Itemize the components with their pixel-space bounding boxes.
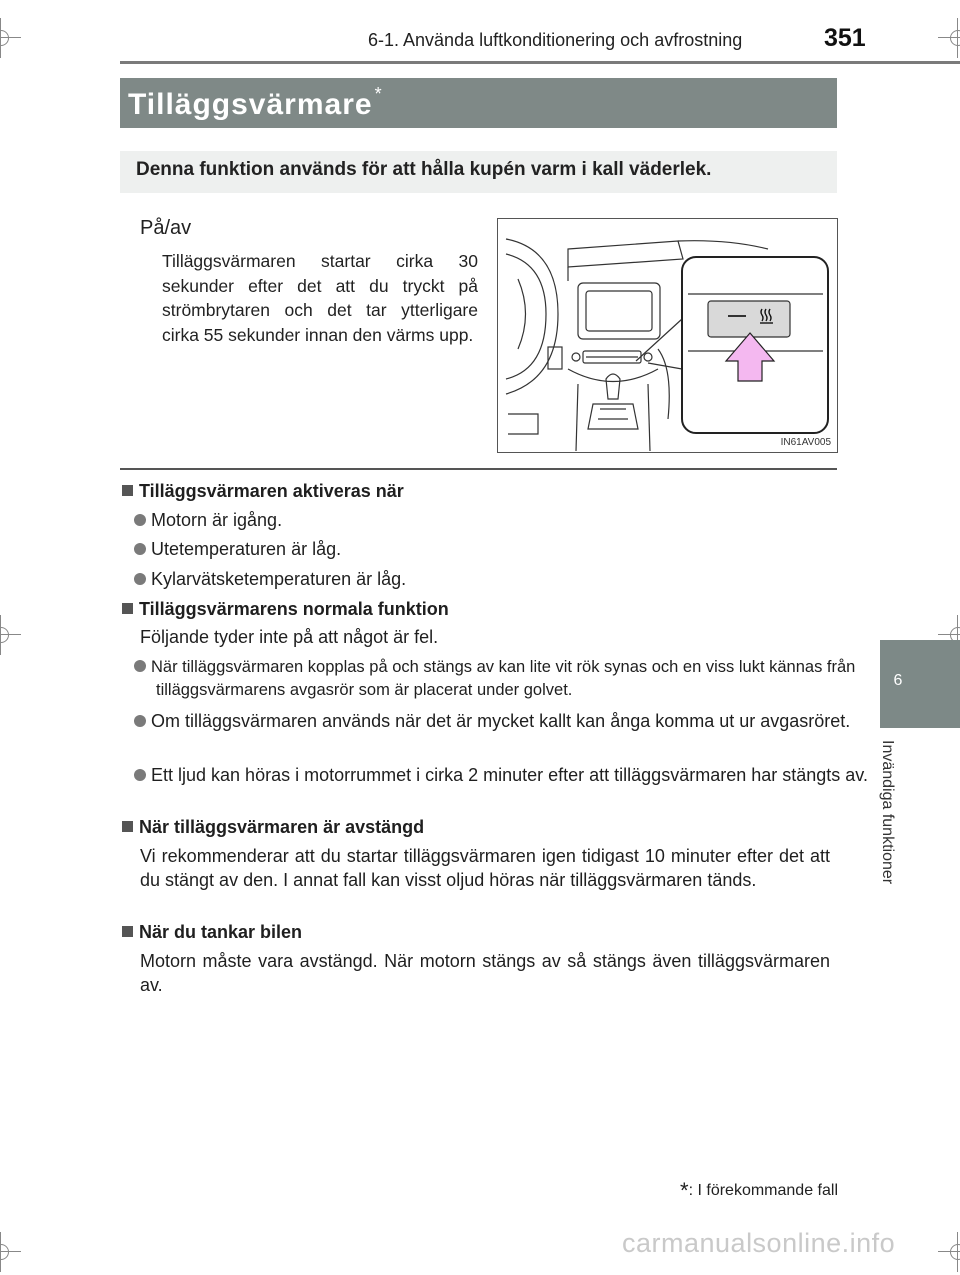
list-item: När tilläggsvärmaren kopplas på och stängs av kan lite vit rök synas och en viss lukt kännas från tilläggsvärmarens avgasrör som är placerat under golvet. — [122, 656, 872, 702]
crop-mark — [0, 1232, 21, 1272]
onoff-label: På/av — [140, 217, 192, 239]
section-heading: Tilläggsvärmaren aktiveras när — [122, 481, 838, 502]
dashboard-illustration — [498, 219, 837, 452]
paragraph: Vi rekommenderar att du startar tilläggsvärmaren igen tidigast 10 minuter efter det att du stängt av den. I annat fall kan visst oljud höras när tilläggsvärmaren tänds. — [140, 846, 830, 890]
list-item: Ett ljud kan höras i motorrummet i cirka 2 minuter efter att tilläggsvärmaren har stängts av. — [122, 764, 872, 787]
crop-mark — [0, 18, 21, 58]
intro-text: Denna funktion används för att hålla kupén varm i kall väderlek. — [136, 159, 712, 180]
crop-mark — [938, 18, 960, 58]
pointer-arrow-icon — [726, 333, 774, 381]
section-heading: När du tankar bilen — [122, 922, 838, 943]
list-item: Kylarvätsketemperaturen är låg. — [122, 569, 872, 590]
crop-mark — [0, 615, 21, 655]
page-number: 351 — [824, 24, 866, 52]
crop-mark — [938, 1232, 960, 1272]
list-item: Utetemperaturen är låg. — [122, 539, 872, 560]
chapter-number: 6 — [893, 672, 903, 689]
figure-code: IN61AV005 — [780, 437, 831, 448]
list-item: Motorn är igång. — [122, 510, 872, 531]
footnote: *: I förekommande fall — [680, 1178, 838, 1203]
header-rule — [120, 61, 960, 64]
section-heading: Tilläggsvärmarens normala funktion — [122, 599, 838, 620]
list-item: Om tilläggsvärmaren används när det är mycket kallt kan ånga komma ut ur avgasröret. — [122, 710, 872, 733]
paragraph: Följande tyder inte på att något är fel. — [140, 627, 439, 647]
onoff-description: Tilläggsvärmaren startar cirka 30 sekunder efter det att du tryckt på strömbrytaren och det tar ytterligare cirka 55 sekunder innan den värms upp. — [162, 251, 478, 345]
dashboard-figure — [497, 218, 838, 453]
section-heading: När tilläggsvärmaren är avstängd — [122, 817, 838, 838]
footnote-marker: * — [374, 84, 383, 104]
page-heading: Tilläggsvärmare * — [128, 84, 383, 121]
chapter-label: Invändiga funktioner — [879, 740, 896, 885]
separator-rule — [120, 468, 837, 470]
section-title: 6-1. Använda luftkonditionering och avfrostning — [368, 30, 743, 50]
paragraph: Motorn måste vara avstängd. När motorn stängs av så stängs även tilläggsvärmaren av. — [140, 951, 830, 995]
watermark: carmanualsonline.info — [622, 1228, 896, 1258]
